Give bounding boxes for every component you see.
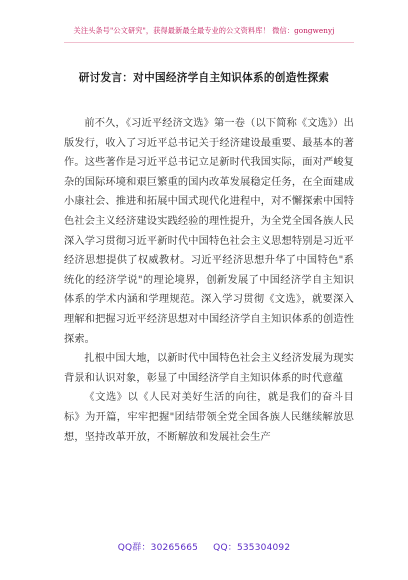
paragraph-continuation: 《文选》以《人民对美好生活的向往，就是我们的奋斗目标》为开篇，牢牢把握"团结带领全党全国各族人民继续解放思想，坚持改革开放，不断解放和发展社会生产 bbox=[64, 392, 354, 443]
header-notice: 关注头条号"公文研究"，获得最新最全最专业的公文资料库！ 微信：gongwenyj bbox=[73, 26, 335, 35]
paragraph-intro: 前不久，《习近平经济文选》第一卷（以下简称《文选》）出版发行，收入了习近平总书记关于经济建设最重要、最基本的著作。这些著作是习近平总书记立足新时代我国实际，面对严峻复杂的国际环境和艰巨繁重的国内改革发展稳定任务，在全面建成小康社会、推进和拓展中国式现代化进程中，对不懈探索中国特色社会主义经济建设实践经验的理性提升，为全党全国各族人民深入学习贯彻习近平新时代中国特色社会主义思想特别是习近平经济思想提供了权威教材。习近平经济思想升华了中国特色"系统化的经济学说"的理论境界，创新发展了中国经济学自主知识体系的学术内涵和学理规范。深入学习贯彻《文选》，就要深入理解和把握习近平经济思想对中国经济学自主知识体系的创造性探索。 bbox=[64, 118, 354, 345]
document-body bbox=[64, 114, 354, 447]
footer-qq-group: QQ群：30265665 bbox=[117, 543, 199, 553]
document-title: 研讨发言：对中国经济学自主知识体系的创造性探索 bbox=[78, 72, 330, 84]
paragraph-section-heading: 扎根中国大地，以新时代中国特色社会主义经济发展为现实背景和认识对象，彰显了中国经济学自主知识体系的时代意蕴 bbox=[64, 353, 354, 384]
footer-contact bbox=[0, 540, 408, 553]
footer-qq-number: QQ：535304092 bbox=[213, 543, 291, 553]
header-divider bbox=[64, 42, 354, 43]
